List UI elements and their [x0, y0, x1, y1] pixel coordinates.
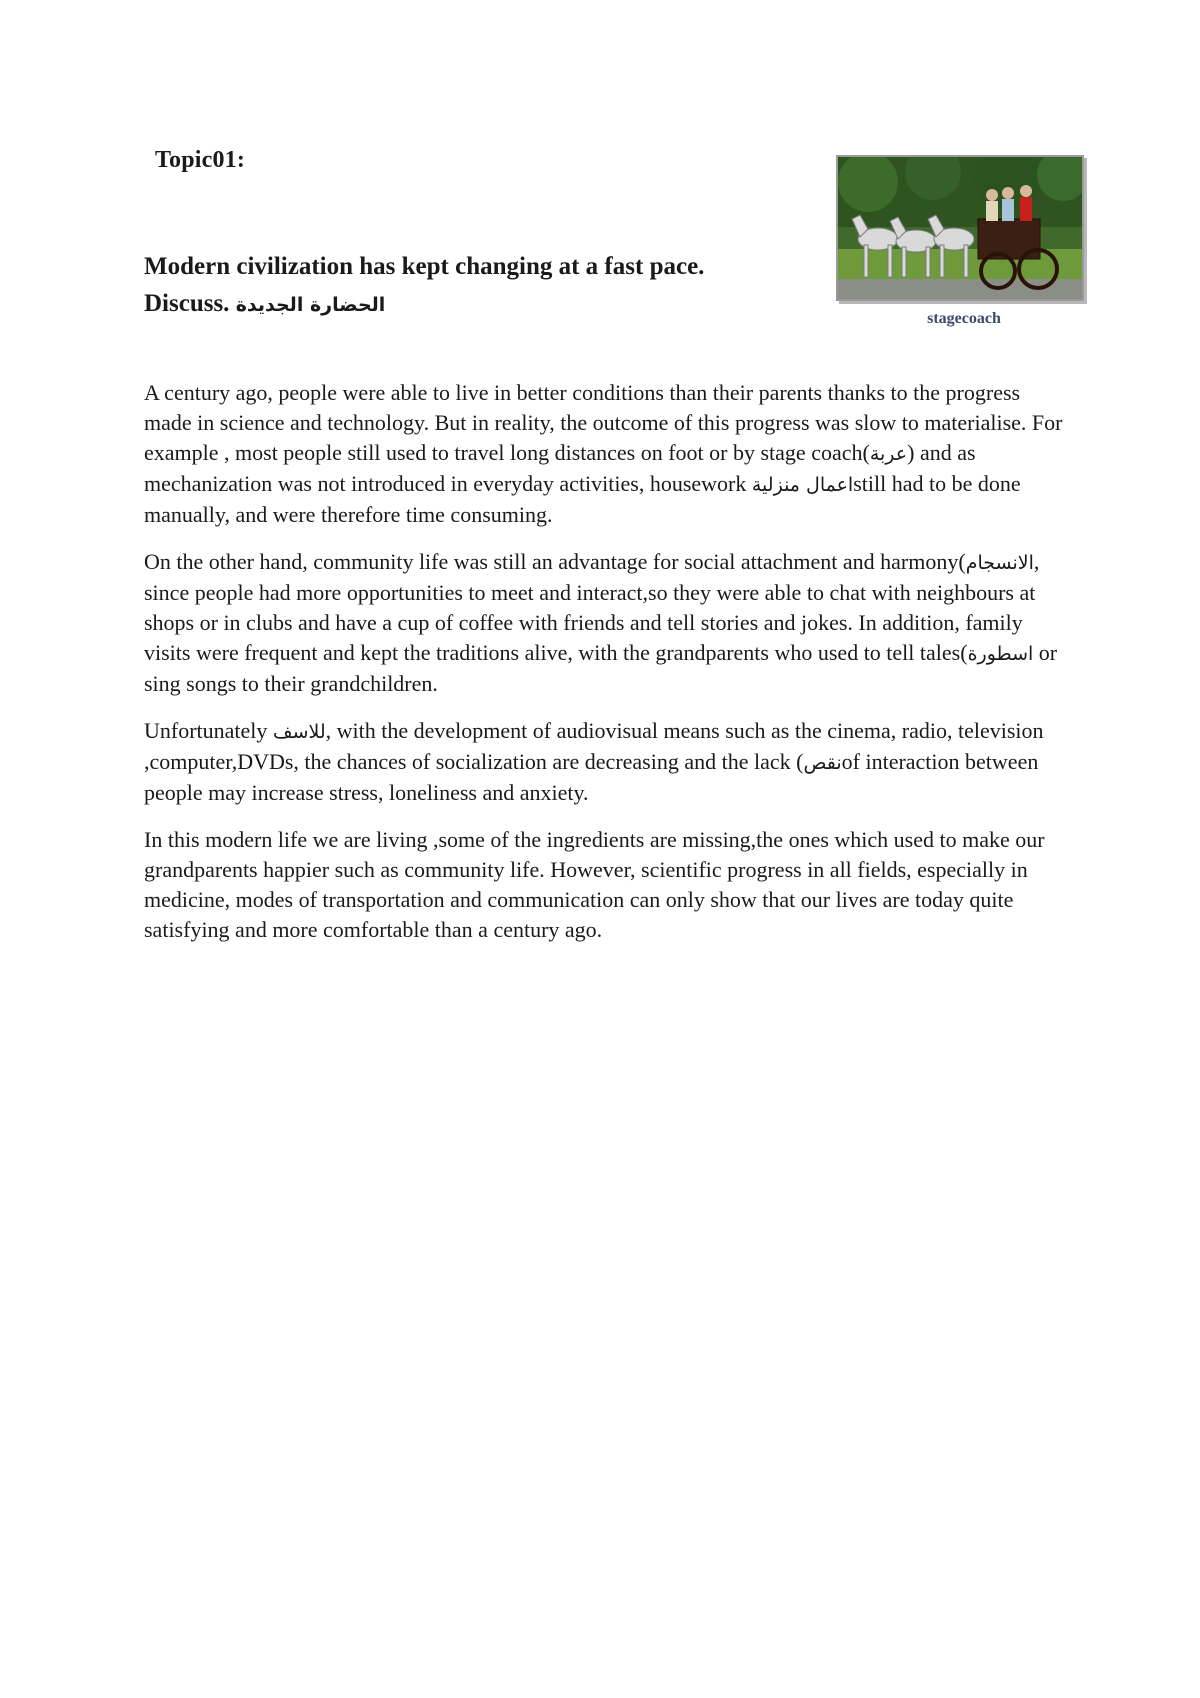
p2-text-b: , since people had more opportunities to meet and interact,so they were able to chat with neighbours at shops or in clubs and have a cup of coffee with friends and tell stories and jokes. In addition, family visits were frequent and kept the traditions alive, with the grandparents who used to tell tales( — [144, 549, 1040, 665]
paragraph-3 — [144, 716, 1064, 808]
paragraph-2 — [144, 547, 1064, 699]
paragraph-1 — [144, 378, 1064, 530]
essay-body — [144, 378, 1064, 962]
p1-text-a: A century ago, people were able to live in better conditions than their parents thanks to the progress made in science and technology. But in reality, the outcome of this progress was slow to materialise. For example , most people still used to travel long distances on foot or by stage coach( — [144, 380, 1063, 465]
p3-arabic-2: نقص — [803, 752, 842, 774]
heading-arabic: الحضارة الجديدة — [235, 294, 386, 316]
topic-label: Topic01: — [155, 147, 246, 173]
p2-arabic-1: الانسجام — [965, 552, 1034, 574]
heading-line-1: Modern civilization has kept changing at a fast pace. — [144, 253, 705, 280]
p2-text-a: On the other hand, community life was still an advantage for social attachment and harmony( — [144, 549, 966, 574]
p3-text-c: of interaction between people may increase stress, loneliness and anxiety. — [144, 749, 1039, 805]
p2-arabic-2: اسطورة — [967, 643, 1034, 665]
paragraph-4: In this modern life we are living ,some of the ingredients are missing,the ones which used to make our grandparents happier such as community life. However, scientific progress in all fields, especially in medicine, modes of transportation and communication can only show that our lives are today quite satisfying and more comfortable than a century ago. — [144, 827, 1045, 942]
p1-arabic-1: عربة — [869, 443, 908, 465]
stagecoach-photo — [836, 155, 1084, 301]
p2-text-c: or sing songs to their grandchildren. — [144, 640, 1058, 696]
p1-text-b: ) and as mechanization was not introduced in everyday activities, housework — [144, 440, 976, 496]
p1-arabic-2: اعمال منزلية — [751, 474, 854, 496]
p3-text-a: Unfortunately — [144, 718, 273, 743]
heading-discuss: Discuss. — [144, 290, 230, 317]
figure-caption: stagecoach — [927, 310, 1001, 327]
p3-arabic-1: للاسف — [272, 721, 326, 743]
stagecoach-figure — [836, 155, 1086, 328]
p1-text-c: still had to be done manually, and were therefore time consuming. — [144, 471, 1021, 527]
essay-heading — [144, 248, 824, 324]
p3-text-b: , with the development of audiovisual means such as the cinema, radio, television ,computer,DVDs, the chances of socialization are decreasing and the lack ( — [144, 718, 1044, 774]
